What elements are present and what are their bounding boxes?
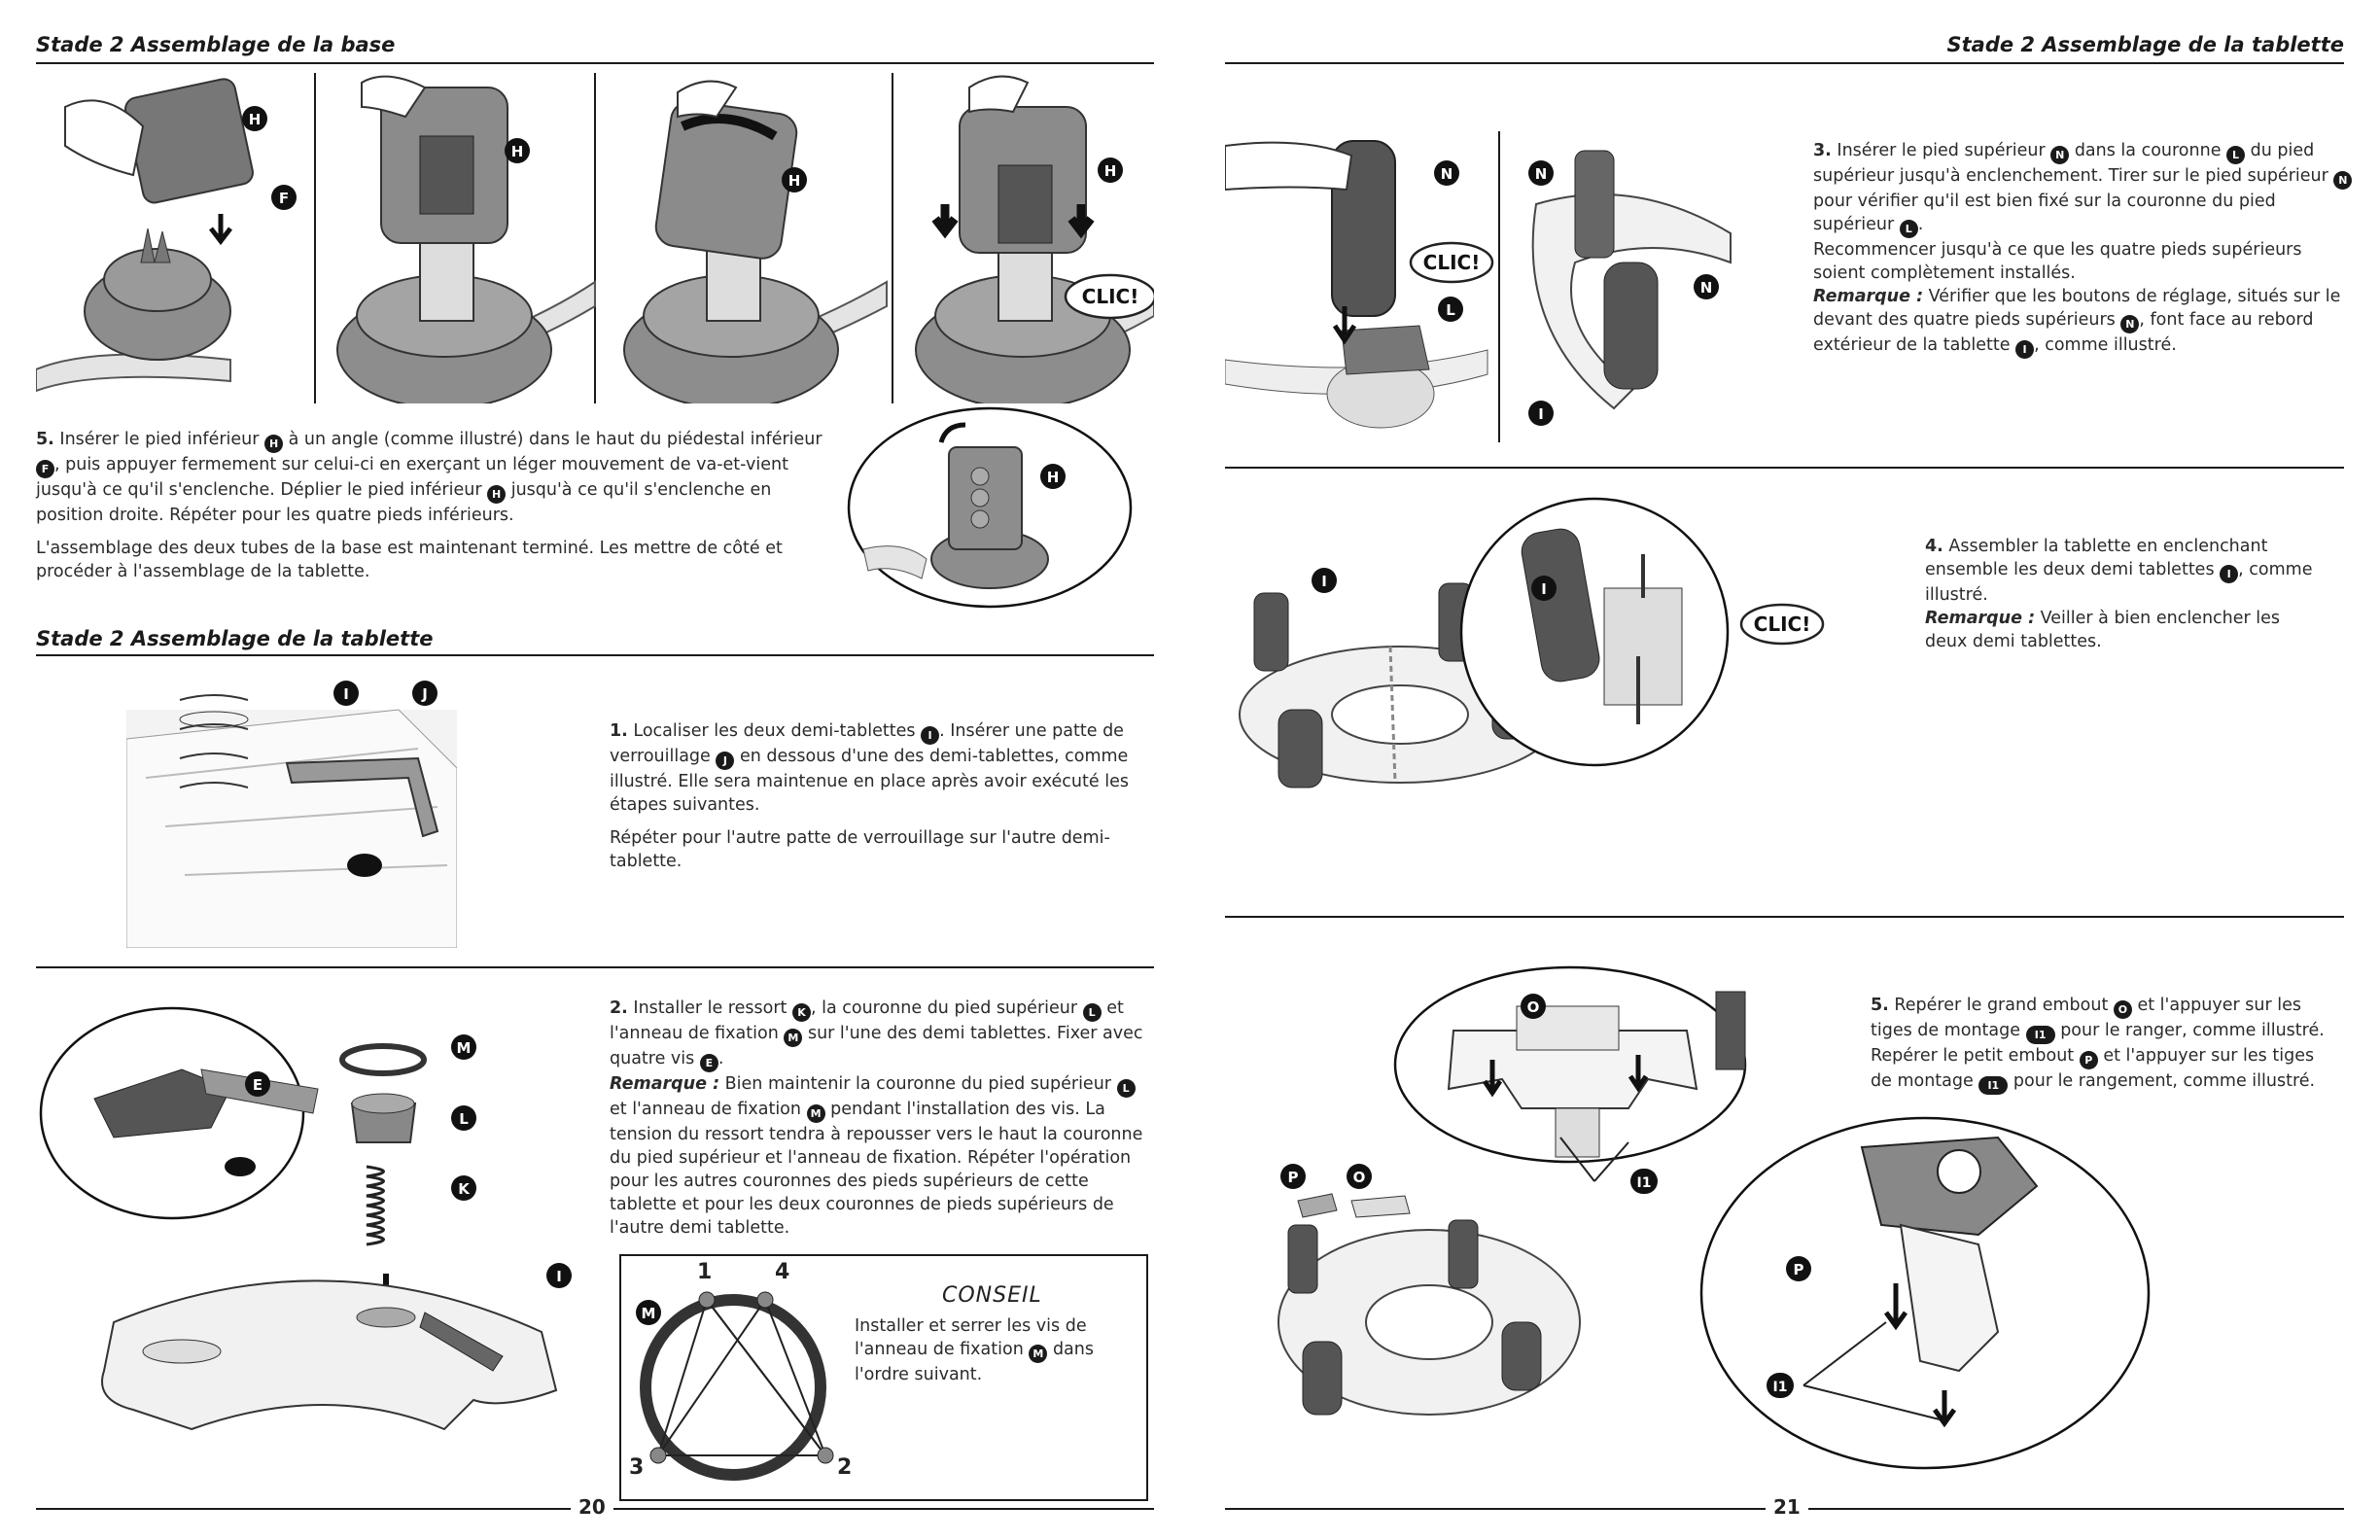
badge-h-1: H [248, 111, 262, 128]
badge-m: M [1029, 1345, 1047, 1363]
screw-order-4: 4 [775, 1260, 790, 1284]
left-header-tablette: Stade 2 Assemblage de la tablette [36, 627, 434, 650]
section-rule [1225, 916, 2344, 918]
badge-h: H [264, 435, 283, 453]
screw-order-3: 3 [629, 1455, 645, 1480]
step2-text: 2. Installer le ressort K , la couronne du pied supérieur L et l'anneau de fixation M sur l'une des demi tablettes. Fixer avec quatre vis E . Remarque : Bien maintenir la couronne du pied supérieur L et l'anneau de fixation M pendant l'installation des vis. La tension du ressort tendra à repousser vers le haut la couronne du pied supérieur et l'anneau de fixation. Répéter l'opération pour les autres couronnes des pieds supérieurs de cette tablette et pour les deux couronnes de pieds supérieurs de l'autre demi tablette. [610, 998, 1143, 1238]
badge-h: H [487, 485, 506, 504]
badge-n: N [2050, 146, 2069, 164]
badge-o-2: O [1352, 1169, 1366, 1186]
badge-h-3: H [788, 172, 801, 190]
badge-f: F [278, 190, 290, 207]
badge-j: J [422, 685, 428, 703]
step5-storage-text: 5. Repérer le grand embout O et l'appuyer sur les tiges de montage I1 pour le ranger, comme illustré. Repérer le petit embout P et l'appuyer sur les tiges de montage I1 pour le rangement, comme illustré. [1871, 994, 2337, 1104]
badge-i1: I1 [1636, 1175, 1652, 1191]
spring-crown-illustration [36, 982, 590, 1488]
badge-l: L [459, 1110, 469, 1128]
badge-m-tip: M [641, 1305, 656, 1322]
badge-h-4: H [1103, 162, 1117, 180]
badge-f: F [36, 460, 54, 478]
badge-o: O [2114, 1000, 2132, 1019]
step3-text: 3. Insérer le pied supérieur N dans la couronne L du pied supérieur jusqu'à enclenchement. Tirer sur le pied supérieur N pour vérifier qu'il est bien fixé sur la couronne du pied supérieur L . Recommencer jusqu'à ce que les quatre pieds supérieurs soient complètement installés. Remarque : Vérifier que les boutons de réglage, situés sur le devant des quatre pieds supérieurs N , font face au rebord extérieur de la tablette I , comme illustré. [1813, 139, 2353, 368]
badge-i: I [1538, 405, 1544, 423]
lower-leg-oval-illustration [844, 403, 1136, 612]
badge-l: L [1083, 1003, 1102, 1022]
page-number-right: 21 [1766, 1495, 1808, 1519]
base-assembly-illustration [36, 68, 1154, 403]
badge-e: E [700, 1054, 718, 1072]
badge-i: I [343, 685, 349, 703]
badge-m: M [456, 1039, 472, 1057]
badge-l: L [1446, 301, 1455, 319]
clic-label-upper: CLIC! [1422, 251, 1481, 274]
badge-i-left: I [1321, 573, 1327, 590]
badge-i: I [921, 726, 939, 745]
clic-label-tray: CLIC! [1753, 612, 1811, 636]
badge-n: N [1440, 165, 1453, 183]
badge-i1: I1 [1978, 1076, 2008, 1095]
badge-e: E [252, 1076, 263, 1094]
badge-n-3: N [1699, 279, 1713, 297]
badge-m: M [807, 1104, 825, 1123]
conseil-text: Installer et serrer les vis de l'anneau de fixation M dans l'ordre suivant. [855, 1316, 1094, 1384]
header-rule [36, 654, 1154, 656]
badge-l: L [2226, 146, 2245, 164]
badge-i-right: I [1541, 580, 1547, 598]
locking-tab-illustration [126, 671, 457, 948]
badge-k: K [458, 1180, 470, 1198]
badge-n-2: N [1534, 165, 1548, 183]
tray-halves-illustration [1235, 491, 1857, 826]
conseil-box [619, 1254, 1148, 1501]
clic-label-base: CLIC! [1081, 285, 1139, 308]
upper-leg-illustration [1225, 117, 1750, 447]
badge-l: L [1900, 220, 1918, 238]
left-header-base: Stade 2 Assemblage de la base [36, 33, 396, 56]
conseil-title: CONSEIL [942, 1283, 1042, 1308]
badge-p: P [1287, 1169, 1299, 1186]
badge-j: J [716, 752, 734, 770]
badge-p: P [2080, 1051, 2098, 1069]
badge-h-2: H [510, 143, 524, 160]
section-rule [36, 966, 1154, 968]
badge-i: I [2220, 565, 2238, 583]
step-number: 5. [36, 430, 54, 449]
step1-text: 1. Localiser les deux demi-tablettes I . Insérer une patte de verrouillage J en dessous d'une des demi-tablettes, comme illustré. Elle sera maintenue en place après avoir exécuté les étapes suivantes. Répéter pour l'autre patte de verrouillage sur l'autre demi-tablette. [610, 721, 1129, 871]
badge-l: L [1117, 1079, 1136, 1098]
page-number-left: 20 [571, 1495, 613, 1519]
badge-i1: I1 [2026, 1026, 2055, 1044]
screw-order-2: 2 [837, 1455, 853, 1480]
badge-n: N [2333, 171, 2352, 190]
badge-i: I [556, 1268, 562, 1285]
section-rule [1225, 467, 2344, 469]
badge-h-oval: H [1046, 469, 1060, 486]
badge-i1-2: I1 [1772, 1380, 1788, 1395]
header-rule [36, 62, 1154, 64]
badge-o: O [1526, 998, 1540, 1016]
header-rule [1225, 62, 2344, 64]
step4-text: 4. Assembler la tablette en enclenchant ensemble les deux demi tablettes I , comme illustré. Remarque : Veiller à bien enclencher les deux demi tablettes. [1925, 537, 2313, 651]
badge-n: N [2120, 315, 2139, 333]
badge-k: K [792, 1003, 811, 1022]
step5-base-text: 5. Insérer le pied inférieur H à un angle (comme illustré) dans le haut du piédestal inférieur F , puis appuyer fermement sur celui-ci en exerçant un léger mouvement de va-et-vient jusqu'à ce qu'il s'enclenche. Déplier le pied inférieur H jusqu'à ce qu'il s'enclenche en position droite. Répéter pour les quatre pieds inférieurs. L'assemblage des deux tubes de la base est maintenant terminé. Les mettre de côté et procéder à l'assemblage de la tablette. [36, 430, 822, 581]
badge-p-2: P [1793, 1261, 1804, 1278]
badge-i: I [2015, 340, 2034, 359]
right-header-tablette: Stade 2 Assemblage de la tablette [1946, 33, 2344, 56]
screw-order-1: 1 [697, 1260, 713, 1284]
badge-m: M [784, 1029, 802, 1047]
